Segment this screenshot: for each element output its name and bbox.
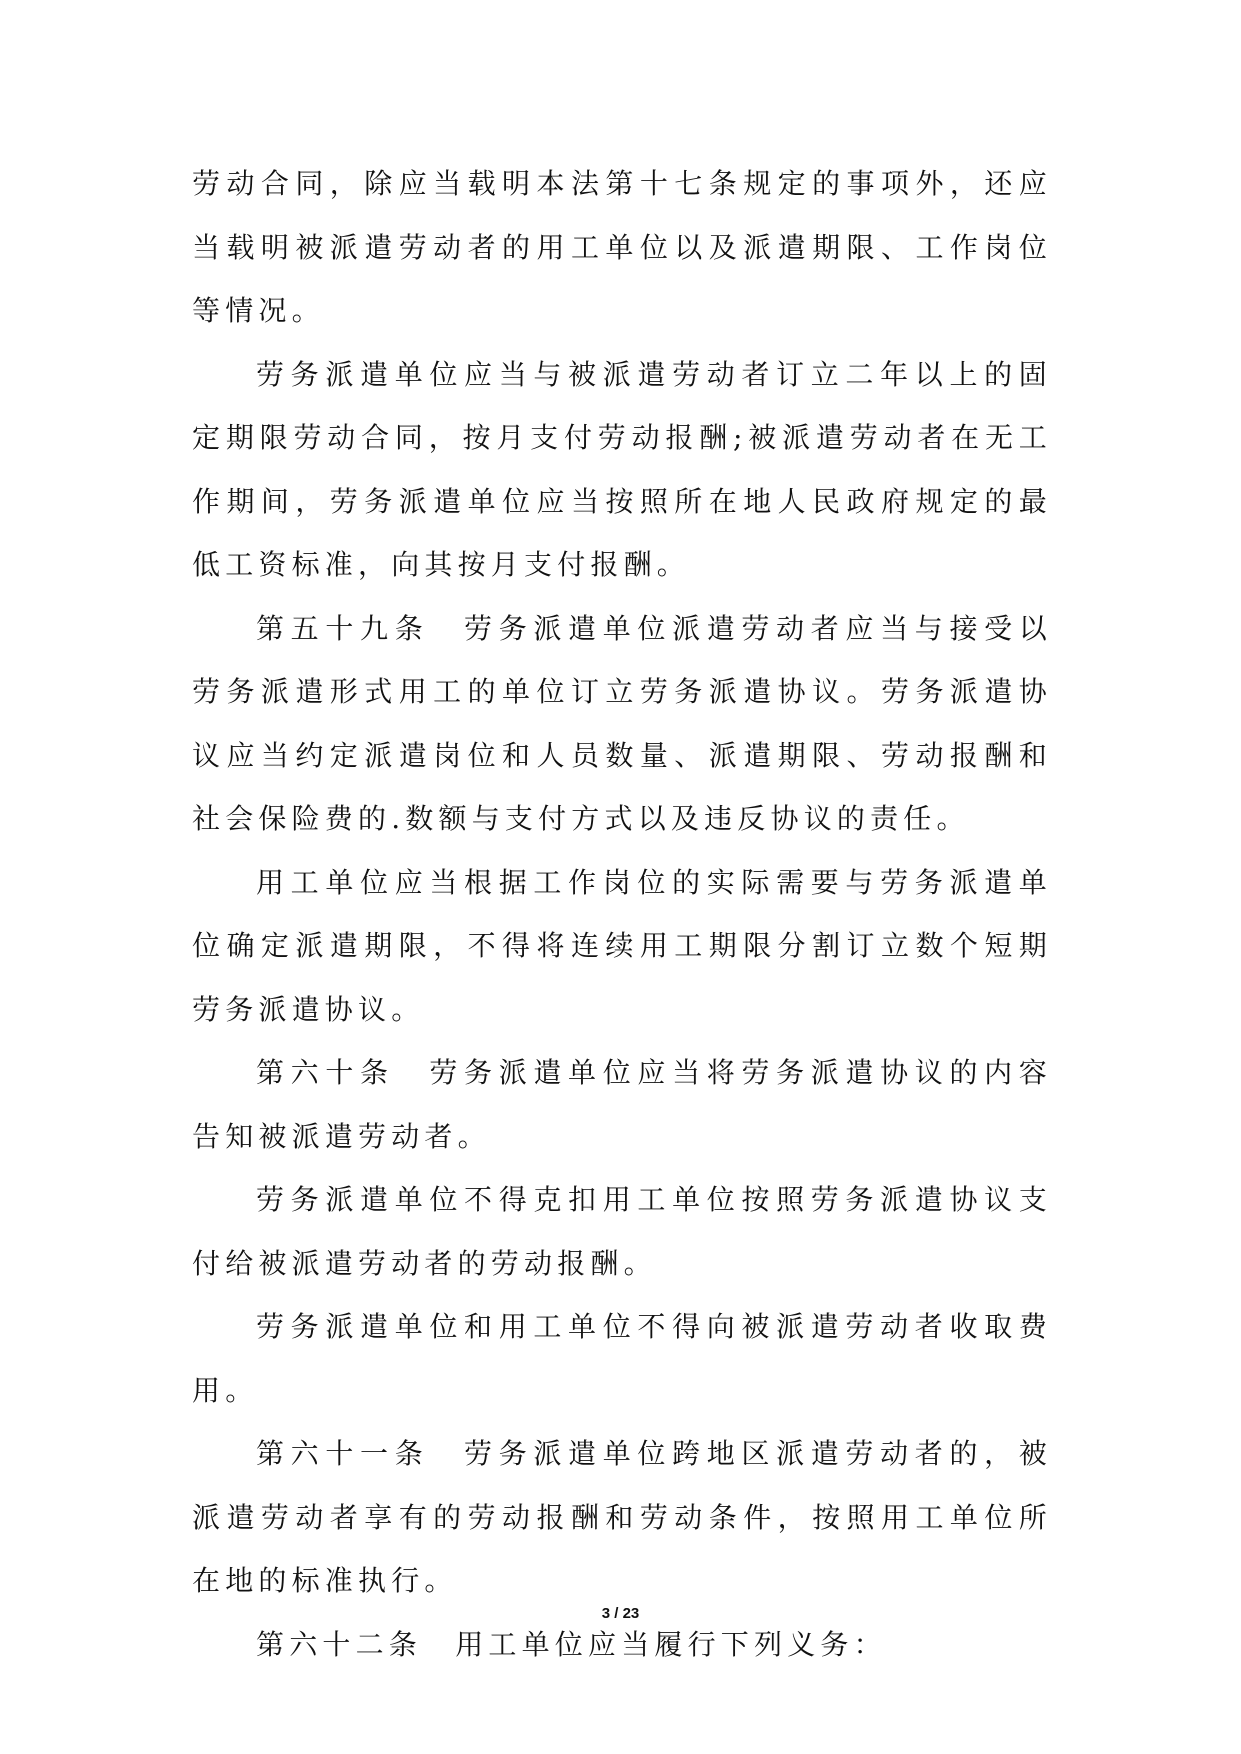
paragraph: 劳动合同，除应当载明本法第十七条规定的事项外，还应当载明被派遣劳动者的用工单位以及派遣期限、工作岗位等情况。 (192, 167, 1052, 327)
paragraph: 劳务派遣单位应当与被派遣劳动者订立二年以上的固定期限劳动合同，按月支付劳动报酬;被派遣劳动者在无工作期间，劳务派遣单位应当按照所在地人民政府规定的最低工资标准，向其按月支付报酬。 (192, 357, 1052, 581)
paragraph-article-59: 第五十九条 劳务派遣单位派遣劳动者应当与接受以劳务派遣形式用工的单位订立劳务派遣协议。劳务派遣协议应当约定派遣岗位和人员数量、派遣期限、劳动报酬和社会保险费的.数额与支付方式以及违反协议的责任。 (192, 611, 1052, 835)
page-number: 3 / 23 (601, 1605, 640, 1622)
paragraph: 劳务派遣单位和用工单位不得向被派遣劳动者收取费用。 (192, 1310, 1052, 1407)
paragraph-article-60: 第六十条 劳务派遣单位应当将劳务派遣协议的内容告知被派遣劳动者。 (192, 1056, 1052, 1153)
paragraph-article-61: 第六十一条 劳务派遣单位跨地区派遣劳动者的，被派遣劳动者享有的劳动报酬和劳动条件，按照用工单位所在地的标准执行。 (192, 1437, 1052, 1597)
paragraph: 劳务派遣单位不得克扣用工单位按照劳务派遣协议支付给被派遣劳动者的劳动报酬。 (192, 1183, 1052, 1280)
document-body (192, 152, 1052, 1676)
paragraph-article-62: 第六十二条 用工单位应当履行下列义务： (256, 1627, 887, 1661)
paragraph: 用工单位应当根据工作岗位的实际需要与劳务派遣单位确定派遣期限，不得将连续用工期限分割订立数个短期劳务派遣协议。 (192, 865, 1052, 1026)
